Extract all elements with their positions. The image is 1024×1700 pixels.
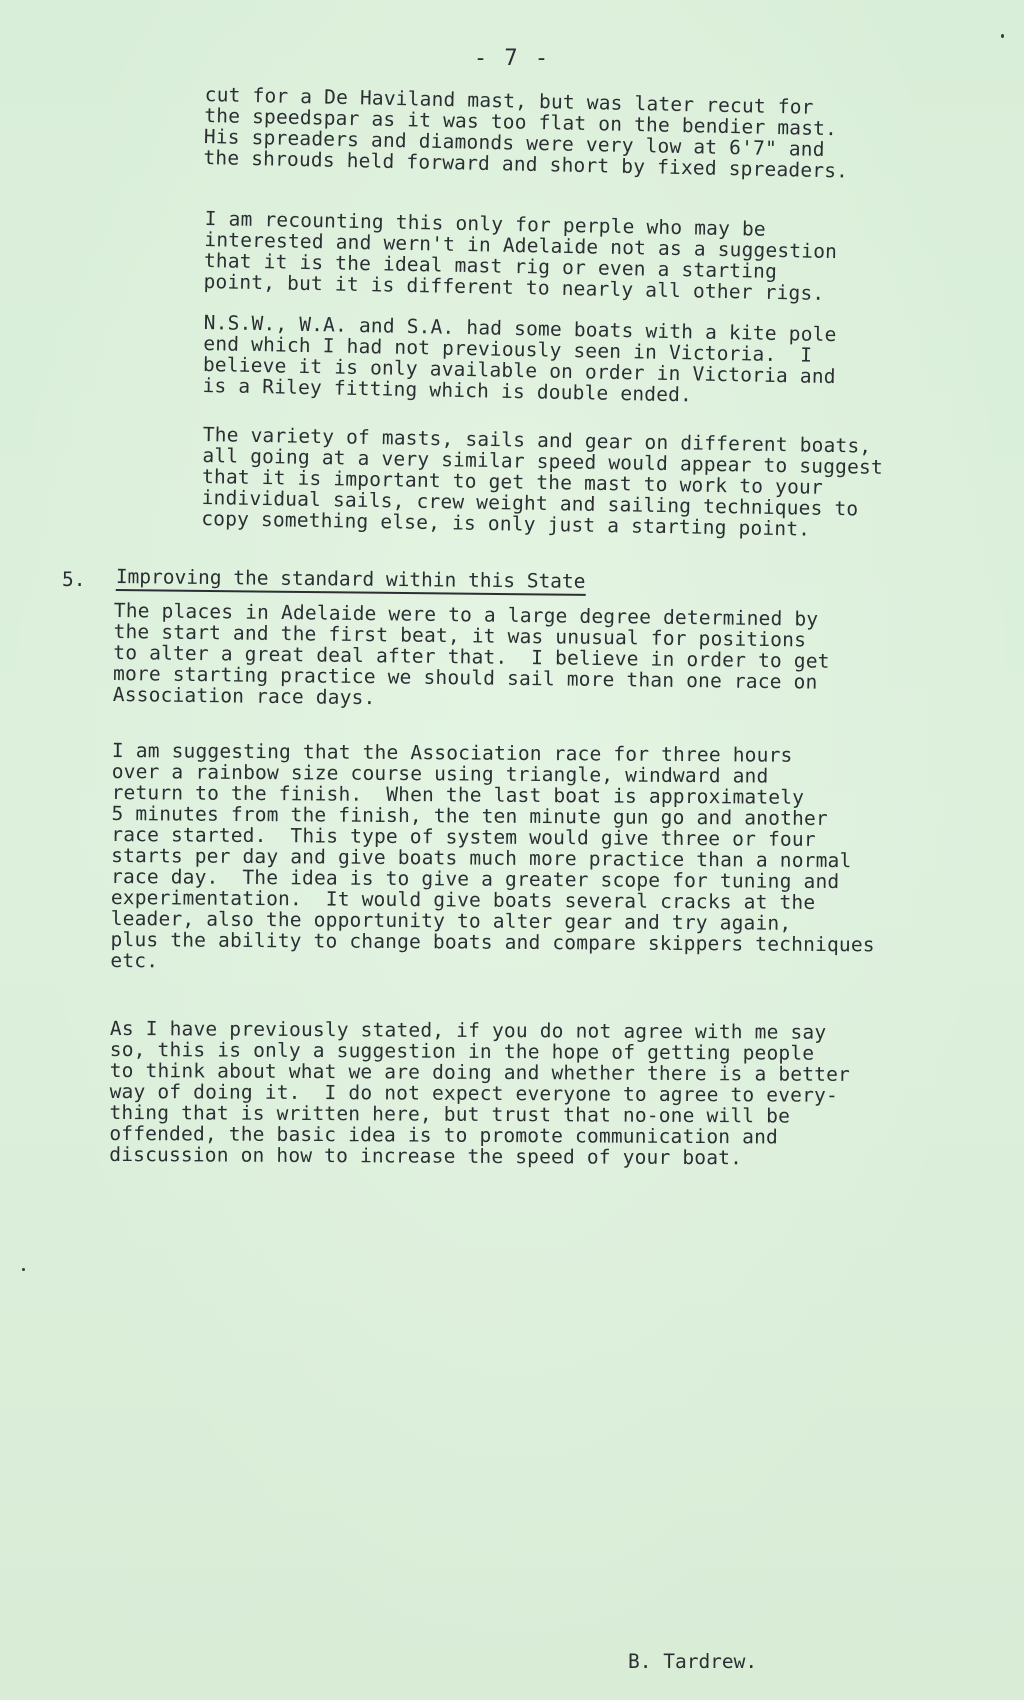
paragraph-kite-pole: N.S.W., W.A. and S.A. had some boats with a kite pole end which I had not previously seen in Victoria. I believe it is only available on order in Victoria and is a Riley fitting which is double ended. — [202, 311, 837, 407]
paragraph-mast-recut: cut for a De Haviland mast, but was later recut for the speedspar as it was too flat on the bendier mast. His spreaders and diamonds were very low at 6'7" and the shrouds held forward and short by fixed spreaders. — [203, 83, 849, 183]
paragraph-closing: As I have previously stated, if you do not agree with me say so, this is only a suggestion in the hope of getting people to think about what we are doing and whether there is a better way of doing it. I do not expect everyone to agree to every- thing that is written here, but trust that no-one will be offended, the basic idea is to promote communication and discussion on how to increase the speed of your boat. — [109, 1017, 851, 1170]
paper-speck — [22, 1268, 25, 1271]
paragraph-places: The places in Adelaide were to a large degree determined by the start and the first beat, it was unusual for positions to alter a great deal after that. I believe in order to get more starting practice we should sail more than one race on Association race days. — [112, 599, 830, 710]
section-number: 5. — [62, 568, 86, 591]
paragraph-variety: The variety of masts, sails and gear on different boats, all going at a very similar speed would appear to suggest that it is important to get the mast to work to your individual sails, crew weight and sailing techniques to copy something else, is only just a starting point. — [201, 423, 884, 541]
section-heading: Improving the standard within this State — [116, 566, 586, 596]
paragraph-recounting: I am recounting this only for perple who may be interested and wern't in Adelaide not as a suggestion that it is the ideal mast rig or even a starting point, but it is different to nearly all other rigs. — [203, 207, 838, 305]
page-number: - 7 - — [473, 46, 551, 71]
paper-speck — [1001, 34, 1004, 38]
paragraph-suggestion: I am suggesting that the Association race for three hours over a rainbow size course using triangle, windward and return to the finish. When the last boat is approximately 5 minutes from the finish, the ten minute gun go and another race started. This type of system would give three or four starts per day and give boats much more practice than a normal race day. The idea is to give a greater scope for tuning and experimentation. It would give boats several cracks at the leader, also the opportunity to alter gear and try again, plus the ability to change boats and compare skippers techniques etc. — [110, 739, 875, 973]
signature: B. Tardrew. — [628, 1650, 758, 1673]
